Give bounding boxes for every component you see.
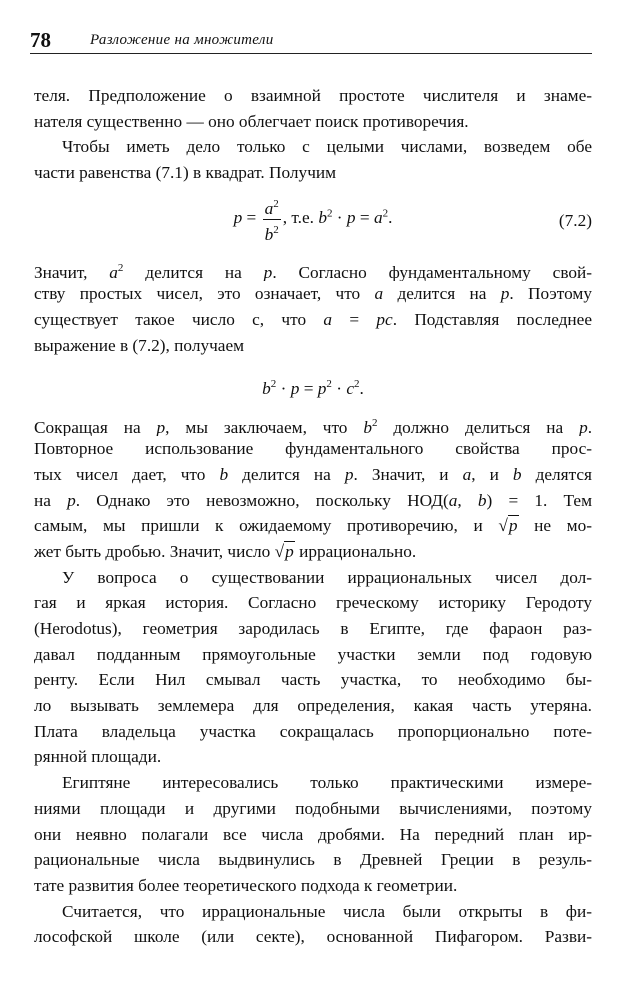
text-line: лософской школе (или секте), основанной Пифагором. Разви-: [34, 927, 592, 947]
text-line: Плата владельца участка сокращалась пропорционально поте-: [34, 721, 592, 741]
text-line: Чтобы иметь дело только с целыми числами, возведем обе: [62, 137, 592, 157]
text-line: Считается, что иррациональные числа были открыты в фи-: [62, 901, 592, 921]
paragraph-6: [34, 770, 592, 898]
text-line: они неявно полагали все числа дробями. На передний план ир-: [34, 824, 592, 844]
equation-b2p-p2c2: $b^2 \cdot p = p^2 \cdot c^2$.: [262, 377, 364, 398]
text-line: Египтяне интересовались только практическими измере-: [62, 773, 592, 793]
paragraph-3: [34, 256, 592, 359]
running-title: Разложение на множители: [90, 32, 274, 48]
text-line: давал подданным прямоугольные участки земли под годовую: [34, 644, 592, 664]
text-line: тате развития более теоретического подхода к геометрии.: [34, 875, 458, 895]
equation-number: (7.2): [558, 210, 592, 230]
paragraph-1: [34, 83, 592, 134]
text-line: гая и яркая история. Согласно греческому историку Геродоту: [34, 593, 592, 613]
fraction: $\frac{a^2}{b^2}$: [263, 194, 281, 245]
header-rule: [30, 53, 592, 54]
paragraph-7: [34, 899, 592, 950]
text-line: ло вызывать землемера для определения, какая часть утеряна.: [34, 696, 592, 716]
text-line: теля. Предположение о взаимной простоте числителя и знаме-: [34, 86, 592, 105]
text-line: нателя существенно — оно облегчает поиск противоречия.: [34, 111, 469, 131]
text-line: на p. Однако это невозможно, поскольку НОД(a, b) = 1. Тем: [34, 490, 592, 510]
text-line: ниями площади и другими подобными вычислениями, поэтому: [34, 798, 592, 818]
text-line: Сокращая на p, мы заключаем, что $b^2$ должно делиться на p.: [34, 416, 592, 437]
text-line: рянной площади.: [34, 747, 162, 767]
text-line: жет быть дробью. Значит, число √p иррационально.: [34, 539, 592, 565]
text-line: части равенства (7.1) в квадрат. Получим: [34, 163, 337, 183]
sqrt-p: √p: [498, 516, 518, 536]
text-line: У вопроса о существовании иррациональных чисел дол-: [62, 567, 592, 587]
text-line: (Herodotus), геометрия зародилась в Египте, где фараон раз-: [34, 619, 592, 638]
paragraph-2: [34, 134, 592, 185]
page-number: 78: [30, 28, 51, 52]
text-line: ренту. Если Нил смывал часть участка, то необходимо бы-: [34, 670, 592, 690]
sqrt-p: √p: [274, 541, 294, 561]
page-header: [30, 28, 592, 56]
equation-7-2: p = $\frac{a^2}{b^2}$ , т.е. $b^2 \cdot p = a^2$. (7.2): [34, 186, 592, 256]
paragraph-5: [34, 565, 592, 771]
text-line: Повторное использование фундаментального свойства прос-: [34, 439, 592, 459]
text-line: Значит, $a^2$ делится на p. Согласно фундаментальному свой-: [34, 261, 592, 282]
text-line: рациональные числа выдвинулись в Древней Греции в резуль-: [34, 850, 592, 870]
text-line: самым, мы пришли к ожидаемому противоречию, и √p не мо-: [34, 513, 592, 539]
text-line: выражение в (7.2), получаем: [34, 335, 245, 355]
text-line: существует такое число c, что a = pc. Подставляя последнее: [34, 310, 592, 330]
page-body: [34, 83, 592, 950]
text-line: ству простых чисел, это означает, что a делится на p. Поэтому: [34, 284, 592, 304]
text-line: тых чисел дает, что b делится на p. Значит, и a, и b делятся: [34, 464, 592, 484]
paragraph-4: [34, 411, 592, 565]
